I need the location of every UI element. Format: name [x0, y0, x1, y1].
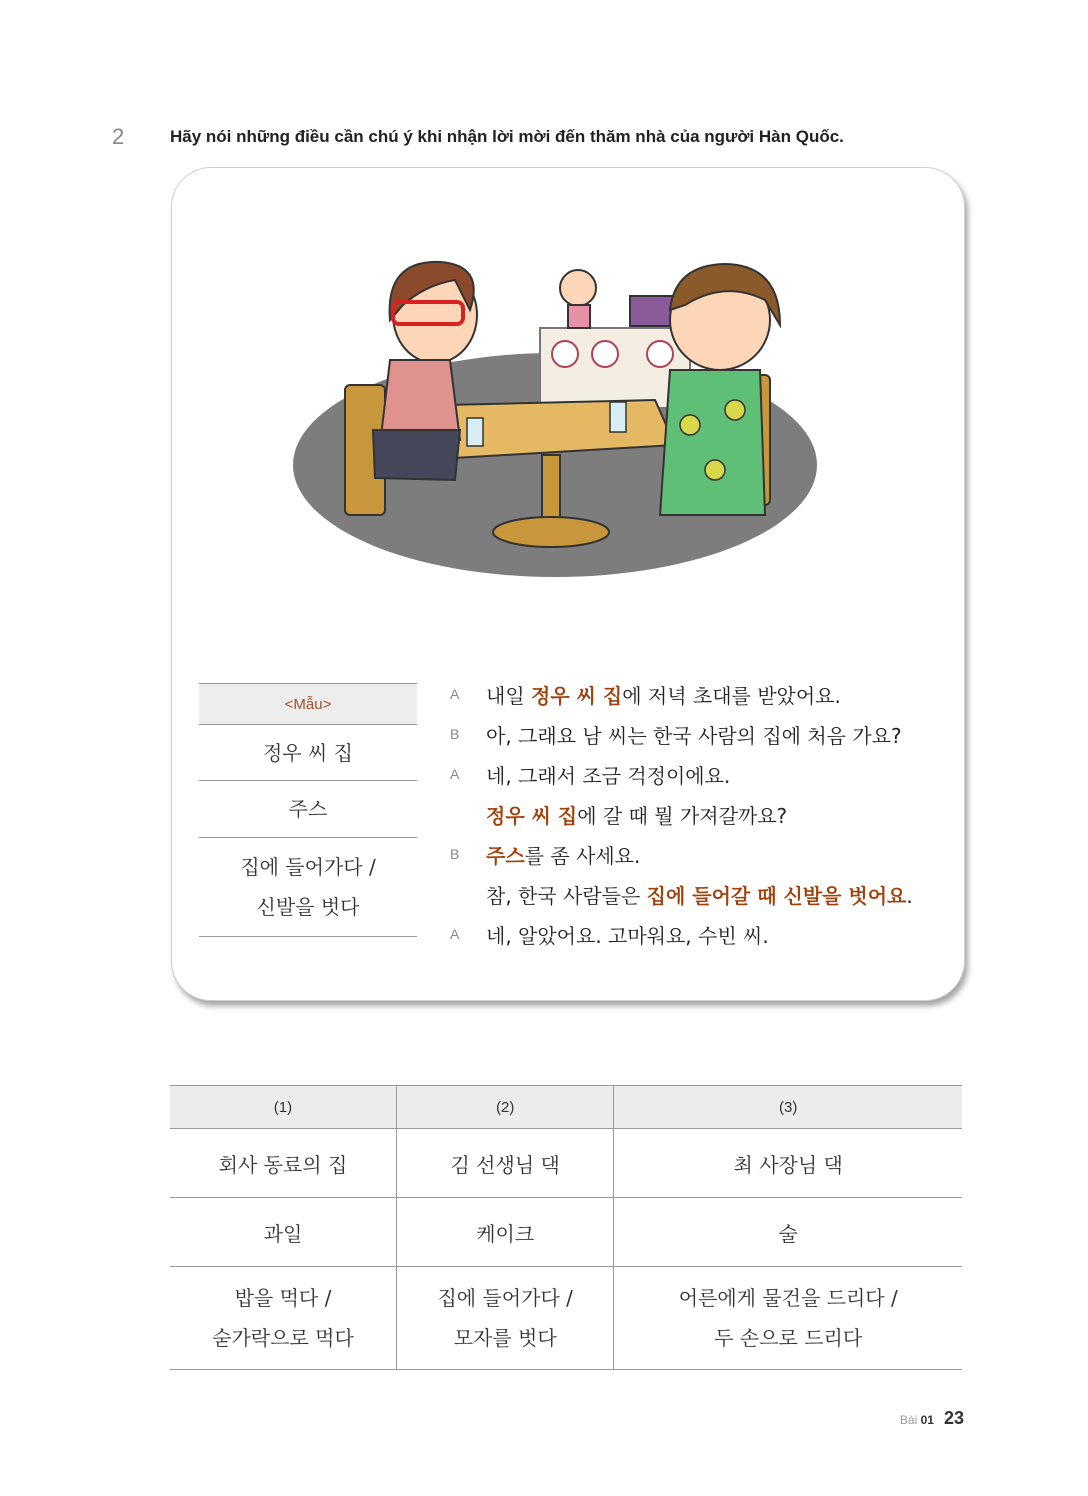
sample-cell-text: 주스: [288, 797, 328, 821]
dialog-segment: 에 저녁 초대를 받았어요.: [622, 683, 841, 708]
exercise-cell: 최 사장님 댁: [614, 1129, 962, 1198]
sample-cell-text: 신발을 벗다: [256, 895, 360, 919]
dialog-segment: 아, 그래요 남 씨는 한국 사람의 집에 처음 가요?: [486, 723, 902, 748]
highlighted-phrase: 주스: [486, 843, 525, 868]
cafe-conversation-illustration: [285, 250, 825, 590]
exercise-row: [170, 1267, 962, 1370]
sample-dialog: [450, 674, 950, 954]
sample-table: [199, 683, 417, 937]
exercise-header: (2): [396, 1086, 613, 1129]
sample-row: [199, 725, 417, 781]
exercise-row: [170, 1198, 962, 1267]
lesson-label: [900, 1413, 934, 1427]
question-number: 2: [112, 124, 125, 149]
speaker-label: A: [450, 686, 460, 702]
cake: [647, 341, 673, 367]
dialog-segment: .: [906, 883, 913, 908]
page-number: 23: [943, 1408, 964, 1428]
exercise-cell: 케이크: [396, 1198, 613, 1267]
exercise-cell: [614, 1267, 962, 1370]
dialog-line: [450, 674, 950, 714]
exercise-header: (1): [170, 1086, 396, 1129]
clerk-head: [560, 270, 596, 306]
exercise-cell-line: 어른에게 물건을 드리다 /: [678, 1286, 898, 1310]
exercise-cell: 김 선생님 댁: [396, 1129, 613, 1198]
dialog-text: [486, 880, 913, 909]
cake: [552, 341, 578, 367]
highlighted-phrase: 정우 씨 집: [486, 803, 578, 828]
dialog-line: [450, 914, 950, 954]
dialog-text: [486, 920, 769, 949]
sample-header: <Mẫu>: [199, 683, 417, 725]
cash-register: [630, 296, 675, 326]
dialog-line: [450, 874, 950, 914]
exercise-cell: [170, 1267, 396, 1370]
exercise-cell: 술: [614, 1198, 962, 1267]
sample-cell-text: 집에 들어가다 /: [240, 855, 376, 879]
dialog-line: [450, 714, 950, 754]
lesson-label-text: Bài: [899, 1413, 918, 1427]
question-text: Hãy nói những điều cần chú ý khi nhận lời mời đến thăm nhà của người Hàn Quốc.: [170, 127, 844, 146]
page-footer: [900, 1408, 964, 1429]
dialog-text: [486, 680, 841, 709]
highlighted-phrase: 정우 씨 집: [531, 683, 623, 708]
glass: [610, 402, 626, 432]
glass: [467, 418, 483, 446]
table-pole: [542, 455, 560, 525]
exercise-cell: [396, 1267, 613, 1370]
cake: [592, 341, 618, 367]
dialog-segment: 네, 그래서 조금 걱정이에요.: [486, 763, 731, 788]
dialog-segment: 를 좀 사세요.: [524, 843, 641, 868]
speaker-label: B: [450, 726, 460, 742]
exercise-cell-line: 두 손으로 드리다: [714, 1326, 863, 1350]
dialog-text: [486, 800, 787, 829]
dialog-text: [486, 840, 640, 869]
robe-pattern: [725, 400, 745, 420]
highlighted-phrase: 집에 들어갈 때 신발을 벗어요: [646, 883, 907, 908]
clerk-body: [568, 305, 590, 328]
exercise-header-row: [170, 1086, 962, 1129]
exercise-table: [170, 1085, 962, 1370]
dialog-segment: 참, 한국 사람들은: [486, 883, 647, 908]
robe-pattern: [680, 415, 700, 435]
dialog-text: [486, 760, 730, 789]
dialog-line: [450, 794, 950, 834]
man-body: [660, 370, 765, 515]
table-base: [493, 517, 609, 547]
exercise-cell-line: 밥을 먹다 /: [234, 1286, 332, 1310]
exercise-cell-line: 모자를 벗다: [453, 1326, 557, 1350]
dialog-line: [450, 834, 950, 874]
dialog-text: [486, 720, 902, 749]
robe-pattern: [705, 460, 725, 480]
sample-row: [199, 838, 417, 937]
lesson-number: 01: [920, 1413, 934, 1427]
exercise-cell: 회사 동료의 집: [170, 1129, 396, 1198]
exercise-cell-line: 숟가락으로 먹다: [212, 1326, 354, 1350]
dialog-segment: 네, 알았어요. 고마워요, 수빈 씨.: [486, 923, 769, 948]
speaker-label: A: [450, 926, 460, 942]
speaker-label: B: [450, 846, 460, 862]
exercise-cell: 과일: [170, 1198, 396, 1267]
dialog-segment: 에 갈 때 뭘 가져갈까요?: [577, 803, 788, 828]
dialog-line: [450, 754, 950, 794]
exercise-cell-line: 집에 들어가다 /: [437, 1286, 573, 1310]
woman-skirt: [373, 430, 460, 480]
exercise-row: [170, 1129, 962, 1198]
dialog-segment: 내일: [486, 683, 531, 708]
speaker-label: A: [450, 766, 460, 782]
exercise-header: (3): [614, 1086, 962, 1129]
sample-cell-text: 정우 씨 집: [263, 740, 353, 765]
sample-row: [199, 781, 417, 838]
